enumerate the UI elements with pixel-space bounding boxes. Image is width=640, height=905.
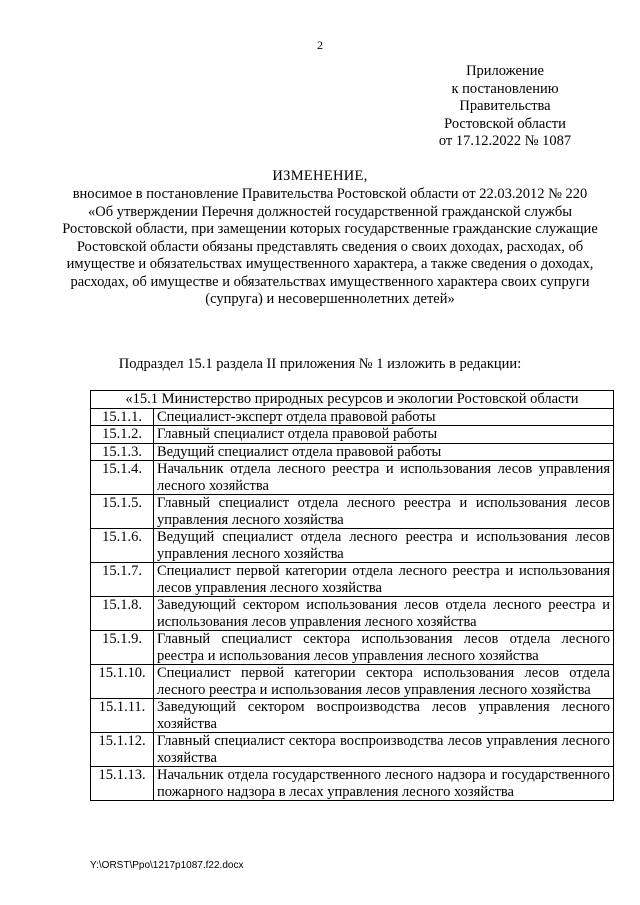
row-code: 15.1.6. — [91, 529, 154, 563]
row-position: Ведущий специалист отдела лесного реестра и использования лесов управления лесного хозяйства — [154, 529, 614, 563]
row-position: Ведущий специалист отдела правовой работы — [154, 443, 614, 461]
table-row — [91, 665, 614, 699]
row-code: 15.1.10. — [91, 665, 154, 699]
table-row — [91, 443, 614, 461]
appendix-line: к постановлению — [451, 80, 559, 97]
table-header-row — [91, 391, 614, 409]
appendix-line: от 17.12.2022 № 1087 — [438, 133, 572, 149]
table-row — [91, 426, 614, 444]
row-position: Заведующий сектором использования лесов отдела лесного реестра и использования лесов управления лесного хозяйства — [154, 597, 614, 631]
row-position: Специалист-эксперт отдела правовой работы — [154, 408, 614, 426]
document-title: ИЗМЕНЕНИЕ, — [272, 168, 368, 184]
row-position: Специалист первой категории сектора использования лесов отдела лесного реестра и использования лесов управления лесного хозяйства — [154, 665, 614, 699]
row-code: 15.1.4. — [91, 461, 154, 495]
table-row — [91, 597, 614, 631]
appendix-line: Ростовской области — [444, 115, 566, 132]
table-row — [91, 767, 614, 801]
appendix-line: Правительства — [459, 98, 551, 114]
row-code: 15.1.1. — [91, 408, 154, 426]
row-code: 15.1.2. — [91, 426, 154, 444]
positions-table — [90, 390, 614, 801]
row-position: Главный специалист сектора использования лесов отдела лесного реестра и использования лесов управления лесного хозяйства — [154, 631, 614, 665]
document-subtitle: вносимое в постановление Правительства Ростовской области от 22.03.2012 № 220 «Об утверждении Перечня должностей государственной гражданской службы Ростовской области, при замещении которых государственные гражданские служащие Ростовской области обязаны представлять сведения о своих доходах, расходах, об имуществе и обязательствах имущественного характера, а также сведения о доходах, расходах, об имуществе и обязательствах имущественного характера своих супруги (супруга) и несовершеннолетних детей» — [62, 186, 598, 307]
row-code: 15.1.12. — [91, 733, 154, 767]
row-code: 15.1.5. — [91, 495, 154, 529]
row-position: Главный специалист отдела лесного реестра и использования лесов управления лесного хозяйства — [154, 495, 614, 529]
instruction-text: Подраздел 15.1 раздела II приложения № 1 изложить в редакции: — [118, 356, 522, 372]
page-number: 2 — [317, 38, 323, 52]
row-position: Главный специалист сектора воспроизводства лесов управления лесного хозяйства — [154, 733, 614, 767]
row-code: 15.1.8. — [91, 597, 154, 631]
table-row — [91, 563, 614, 597]
file-path-footer: Y:\ORST\Ppo\1217p1087.f22.docx — [90, 860, 244, 871]
table-row — [91, 461, 614, 495]
row-code: 15.1.11. — [91, 699, 154, 733]
row-position: Заведующий сектором воспроизводства лесов управления лесного хозяйства — [154, 699, 614, 733]
table-row — [91, 529, 614, 563]
table-row — [91, 699, 614, 733]
row-code: 15.1.7. — [91, 563, 154, 597]
row-code: 15.1.3. — [91, 443, 154, 461]
appendix-line: Приложение — [466, 63, 544, 79]
appendix-block — [430, 63, 580, 151]
table-row — [91, 631, 614, 665]
row-position: Главный специалист отдела правовой работы — [154, 426, 614, 444]
row-position: Начальник отдела государственного лесного надзора и государственного пожарного надзора в лесах управления лесного хозяйства — [154, 767, 614, 801]
row-code: 15.1.9. — [91, 631, 154, 665]
row-code: 15.1.13. — [91, 767, 154, 801]
table-row — [91, 408, 614, 426]
row-position: Начальник отдела лесного реестра и использования лесов управления лесного хозяйства — [154, 461, 614, 495]
table-row — [91, 495, 614, 529]
table-header: «15.1 Министерство природных ресурсов и экологии Ростовской области — [91, 391, 614, 409]
row-position: Специалист первой категории отдела лесного реестра и использования лесов управления лесного хозяйства — [154, 563, 614, 597]
table-row — [91, 733, 614, 767]
